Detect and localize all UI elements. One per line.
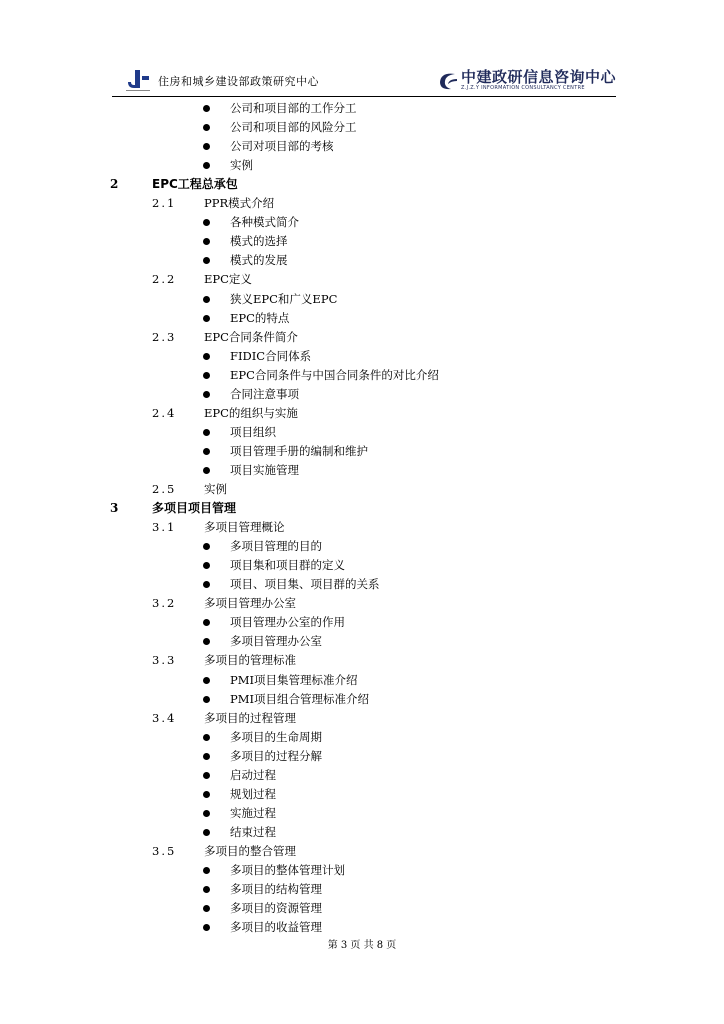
toc-text: 多项目管理概论	[204, 520, 285, 535]
toc-text: 项目实施管理	[230, 462, 299, 477]
toc-text: EPC定义	[204, 272, 252, 287]
bullet-icon	[203, 162, 210, 169]
toc-text: 多项目的过程管理	[204, 710, 296, 725]
bullet-icon	[203, 448, 210, 455]
toc-number: 3.5	[152, 843, 177, 858]
toc-text: PMI项目集管理标准介绍	[230, 672, 358, 687]
toc-text: PPR模式介绍	[204, 196, 275, 211]
bullet-icon	[203, 467, 210, 474]
toc-text: EPC工程总承包	[152, 177, 238, 192]
toc-text: 多项目的整体管理计划	[230, 863, 345, 877]
toc-text: 各种模式简介	[230, 215, 299, 230]
toc-number: 3	[110, 501, 119, 516]
bullet-icon	[203, 886, 210, 893]
bullet-icon	[203, 257, 210, 264]
toc-text: 公司和项目部的工作分工	[230, 101, 357, 115]
brand-name-cn: 中建政研信息咨询中心	[460, 68, 616, 86]
toc-text: PMI项目组合管理标准介绍	[230, 691, 370, 706]
toc-text: 项目集和项目群的定义	[230, 558, 345, 573]
toc-text: 项目管理办公室的作用	[230, 615, 345, 630]
toc-text: 项目、项目集、项目群的关系	[230, 577, 380, 592]
bullet-icon	[203, 105, 210, 112]
ministry-logo	[124, 68, 152, 94]
toc-text: EPC的组织与实施	[204, 405, 298, 420]
toc-text: EPC合同条件与中国合同条件的对比介绍	[230, 367, 439, 382]
toc-text: 项目管理手册的编制和维护	[230, 443, 368, 458]
toc-text: 启动过程	[230, 767, 276, 782]
toc-text: 公司对项目部的考核	[230, 139, 334, 154]
bullet-icon	[203, 753, 210, 760]
toc-text: 多项目的管理标准	[204, 653, 296, 668]
toc-number: 3.3	[152, 653, 177, 668]
toc-number: 2.2	[152, 272, 177, 287]
bullet-icon	[203, 638, 210, 645]
page-header	[112, 66, 616, 96]
toc-text: EPC的特点	[230, 310, 290, 325]
bullet-icon	[203, 772, 210, 779]
bullet-icon	[203, 143, 210, 150]
brand-swoosh-icon	[437, 70, 459, 92]
toc-text: FIDIC合同体系	[230, 348, 312, 363]
toc-text: 公司和项目部的风险分工	[230, 120, 357, 135]
header-title: 住房和城乡建设部政策研究中心	[158, 75, 319, 88]
header-divider	[112, 96, 616, 97]
bullet-icon	[203, 677, 210, 684]
bullet-icon	[203, 372, 210, 379]
toc-text: 多项目的过程分解	[230, 748, 322, 763]
toc-number: 2.5	[152, 482, 177, 496]
toc-number: 3.1	[152, 520, 177, 535]
bullet-icon	[203, 315, 210, 322]
toc-text: 实施过程	[230, 805, 276, 820]
bullet-icon	[203, 429, 210, 436]
toc-number: 3.4	[152, 710, 177, 725]
toc-text: 实例	[204, 482, 227, 496]
bullet-icon	[203, 791, 210, 798]
header-right	[437, 70, 616, 92]
bullet-icon	[203, 391, 210, 398]
toc-text: 多项目的生命周期	[230, 729, 322, 744]
bullet-icon	[203, 734, 210, 741]
toc-text: 多项目的资源管理	[230, 901, 322, 916]
toc-number: 2.4	[152, 405, 177, 420]
toc-text: 多项目管理的目的	[230, 539, 322, 554]
toc-text: 多项目的结构管理	[230, 882, 322, 897]
toc-number: 3.2	[152, 596, 177, 611]
header-left	[124, 68, 319, 94]
bullet-icon	[203, 296, 210, 303]
toc-text: 多项目的收益管理	[230, 920, 322, 935]
page-footer: 第 3 页 共 8 页	[327, 940, 397, 951]
bullet-icon	[203, 829, 210, 836]
toc-number: 2.3	[152, 329, 177, 344]
toc-text: 多项目管理办公室	[204, 596, 296, 611]
toc-text: 结束过程	[230, 824, 276, 839]
bullet-icon	[203, 219, 210, 226]
toc-text: 多项目的整合管理	[204, 843, 296, 858]
brand-text	[461, 70, 616, 92]
bullet-icon	[203, 696, 210, 703]
bullet-icon	[203, 867, 210, 874]
toc-text: 项目组织	[230, 424, 276, 439]
bullet-icon	[203, 543, 210, 550]
bullet-icon	[203, 353, 210, 360]
bullet-icon	[203, 905, 210, 912]
toc-text: 多项目管理办公室	[230, 634, 322, 649]
brand-name-en: Z.J.Z.Y INFORMATION CONSULTANCY CENTRE	[460, 85, 585, 91]
bullet-icon	[203, 238, 210, 245]
bullet-icon	[203, 619, 210, 626]
toc-text: 规划过程	[230, 786, 276, 801]
bullet-icon	[203, 924, 210, 931]
toc-text: 合同注意事项	[230, 386, 299, 401]
toc-number: 2.1	[152, 196, 177, 211]
toc-text: 多项目项目管理	[152, 501, 237, 516]
bullet-icon	[203, 562, 210, 569]
toc-text: EPC合同条件简介	[204, 329, 298, 344]
bullet-icon	[203, 810, 210, 817]
toc-number: 2	[110, 177, 119, 192]
toc-text: 狭义EPC和广义EPC	[230, 291, 338, 306]
toc-text: 实例	[230, 158, 253, 173]
bullet-icon	[203, 581, 210, 588]
toc-text: 模式的选择	[230, 234, 288, 249]
bullet-icon	[203, 124, 210, 131]
toc-text: 模式的发展	[230, 253, 288, 268]
